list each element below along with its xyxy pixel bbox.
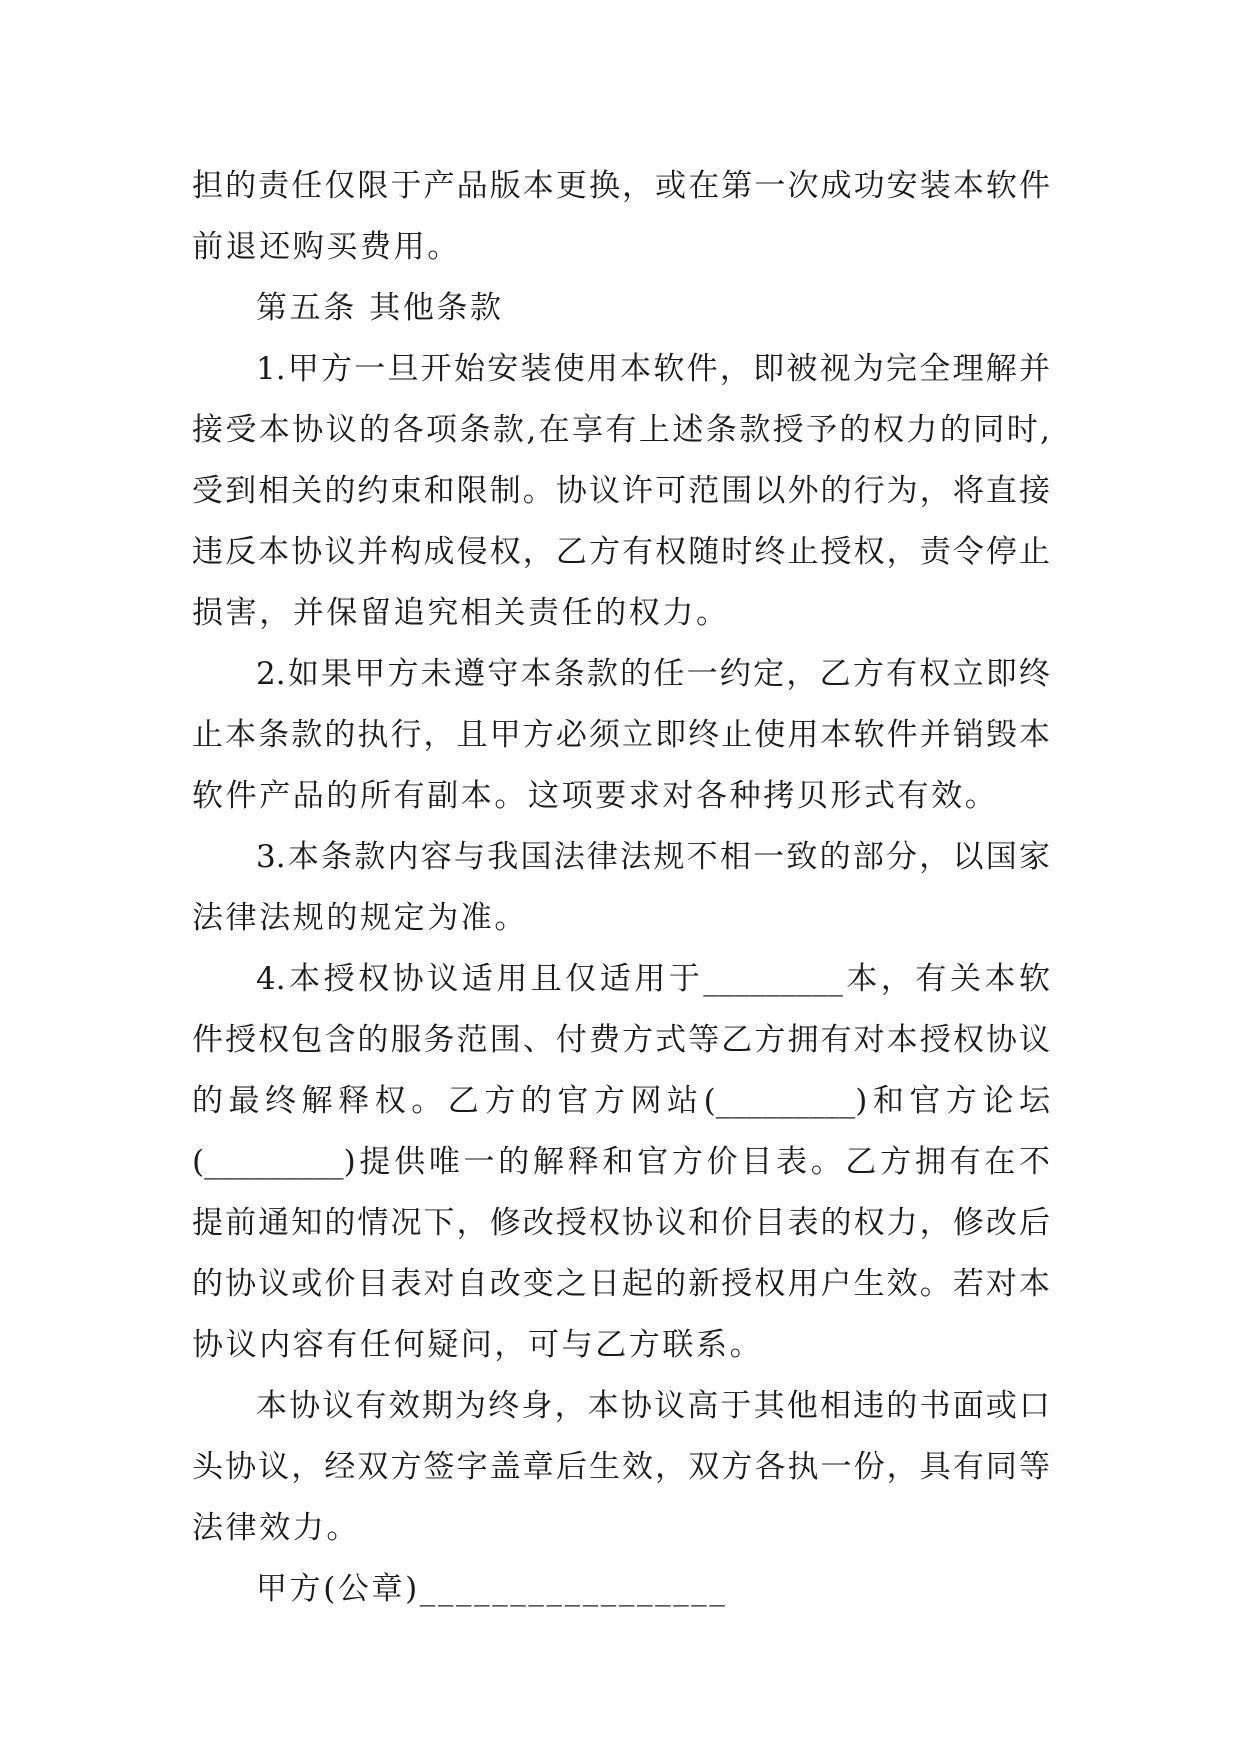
text-line-15: 件授权包含的服务范围、付费方式等乙方拥有对本授权协议 — [192, 1022, 1050, 1058]
text-line-11: 软件产品的所有副本。这项要求对各种拷贝形式有效。 — [192, 778, 999, 814]
text-line-22: 头协议，经双方签字盖章后生效，双方各执一份，具有同等 — [192, 1449, 1050, 1485]
text-line-7: 违反本协议并构成侵权，乙方有权随时终止授权，责令停止 — [192, 534, 1050, 570]
signature-line: 甲方(公章)_________________ — [256, 1571, 728, 1607]
text-line-19: 的协议或价目表对自改变之日起的新授权用户生效。若对本 — [192, 1266, 1050, 1302]
text-line-23: 法律效力。 — [192, 1510, 360, 1546]
text-line-12: 3.本条款内容与我国法律法规不相一致的部分，以国家 — [256, 839, 1050, 875]
text-line-5: 接受本协议的各项条款,在享有上述条款授予的权力的同时, — [192, 412, 1050, 448]
text-line-4: 1.甲方一旦开始安装使用本软件，即被视为完全理解并 — [256, 351, 1050, 387]
text-line-18: 提前通知的情况下，修改授权协议和价目表的权力，修改后 — [192, 1205, 1050, 1241]
section-heading: 第五条 其他条款 — [256, 290, 504, 326]
text-line-20: 协议内容有任何疑问，可与乙方联系。 — [192, 1327, 764, 1363]
text-line-1: 担的责任仅限于产品版本更换，或在第一次成功安装本软件 — [192, 168, 1050, 204]
text-line-2: 前退还购买费用。 — [192, 229, 461, 265]
text-line-9: 2.如果甲方未遵守本条款的任一约定，乙方有权立即终 — [256, 656, 1050, 692]
text-line-10: 止本条款的执行，且甲方必须立即终止使用本软件并销毁本 — [192, 717, 1050, 753]
text-line-13: 法律法规的规定为准。 — [192, 900, 528, 936]
text-line-8: 损害，并保留追究相关责任的权力。 — [192, 595, 730, 631]
text-line-16: 的最终解释权。乙方的官方网站(_________)和官方论坛 — [192, 1083, 1050, 1119]
text-line-21: 本协议有效期为终身，本协议高于其他相违的书面或口 — [256, 1388, 1050, 1424]
text-line-6: 受到相关的约束和限制。协议许可范围以外的行为，将直接 — [192, 473, 1050, 509]
text-line-17: (_________)提供唯一的解释和官方价目表。乙方拥有在不 — [192, 1144, 1050, 1180]
text-line-14: 4.本授权协议适用且仅适用于_________本，有关本软 — [256, 961, 1050, 997]
